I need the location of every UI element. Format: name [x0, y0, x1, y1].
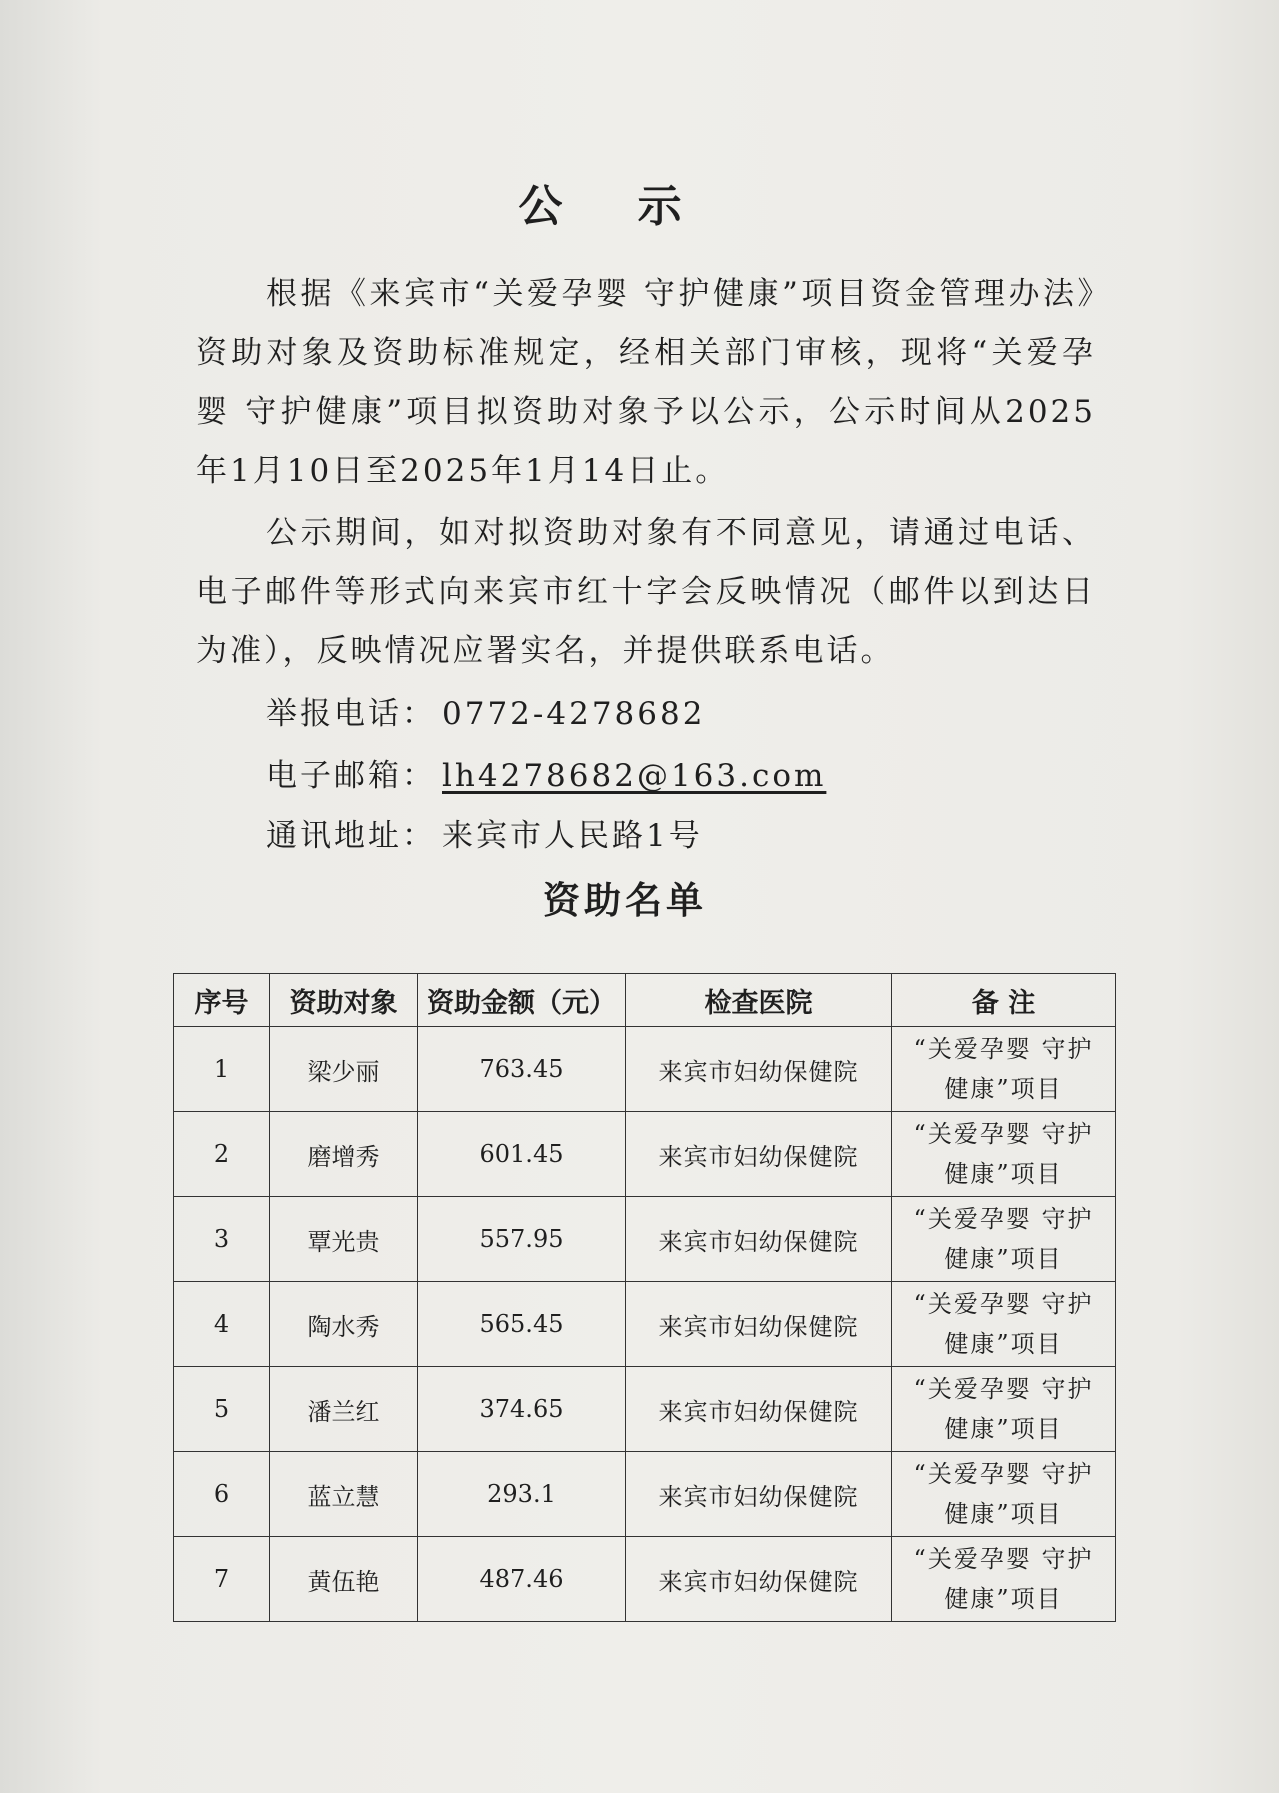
cell-hospital: 来宾市妇幼保健院: [626, 1537, 892, 1622]
cell-note: [892, 1197, 1116, 1282]
cell-no: 7: [174, 1537, 270, 1622]
cell-no: 2: [174, 1112, 270, 1197]
cell-note: [892, 1027, 1116, 1112]
table-row: [174, 1367, 1116, 1452]
header-note: 备 注: [892, 974, 1116, 1027]
cell-amount: 557.95: [418, 1197, 626, 1282]
table-row: [174, 1537, 1116, 1622]
note-text: “关爱孕婴 守护健康”项目: [913, 1545, 1094, 1613]
cell-no: 1: [174, 1027, 270, 1112]
table-row: [174, 1112, 1116, 1197]
cell-hospital: 来宾市妇幼保健院: [626, 1197, 892, 1282]
cell-name: 潘兰红: [270, 1367, 418, 1452]
table-header-row: [174, 974, 1116, 1027]
note-text: “关爱孕婴 守护健康”项目: [913, 1205, 1094, 1273]
note-text: “关爱孕婴 守护健康”项目: [913, 1375, 1094, 1443]
table-row: [174, 1452, 1116, 1537]
note-text: “关爱孕婴 守护健康”项目: [913, 1035, 1094, 1103]
cell-name: 蓝立慧: [270, 1452, 418, 1537]
notice-paragraph-2: 公示期间，如对拟资助对象有不同意见，请通过电话、电子邮件等形式向来宾市红十字会反映情况（邮件以到达日为准），反映情况应署实名，并提供联系电话。: [196, 515, 1096, 669]
phone-value: 0772-4278682: [442, 696, 706, 732]
email-value: lh4278682@163.com: [442, 758, 827, 794]
cell-note: [892, 1282, 1116, 1367]
email-label: 电子邮箱：: [266, 758, 436, 794]
note-text: “关爱孕婴 守护健康”项目: [913, 1290, 1094, 1358]
cell-note: [892, 1367, 1116, 1452]
cell-hospital: 来宾市妇幼保健院: [626, 1282, 892, 1367]
cell-amount: 293.1: [418, 1452, 626, 1537]
note-text: “关爱孕婴 守护健康”项目: [913, 1120, 1094, 1188]
cell-hospital: 来宾市妇幼保健院: [626, 1367, 892, 1452]
cell-amount: 565.45: [418, 1282, 626, 1367]
cell-amount: 487.46: [418, 1537, 626, 1622]
cell-amount: 763.45: [418, 1027, 626, 1112]
cell-note: [892, 1537, 1116, 1622]
table-row: [174, 1197, 1116, 1282]
cell-hospital: 来宾市妇幼保健院: [626, 1027, 892, 1112]
cell-name: 磨增秀: [270, 1112, 418, 1197]
cell-no: 3: [174, 1197, 270, 1282]
notice-paragraph-1: 根据《来宾市“关爱孕婴 守护健康”项目资金管理办法》资助对象及资助标准规定，经相关部门审核，现将“关爱孕婴 守护健康”项目拟资助对象予以公示，公示时间从2025年1月10日至2025年1月14日止。: [196, 276, 1096, 489]
cell-note: [892, 1112, 1116, 1197]
table-row: [174, 1027, 1116, 1112]
cell-name: 陶水秀: [270, 1282, 418, 1367]
cell-name: 梁少丽: [270, 1027, 418, 1112]
cell-name: 覃光贵: [270, 1197, 418, 1282]
cell-hospital: 来宾市妇幼保健院: [626, 1452, 892, 1537]
contact-email: [266, 756, 826, 796]
phone-label: 举报电话：: [266, 696, 436, 732]
header-no: 序号: [174, 974, 270, 1027]
address-value: 来宾市人民路1号: [442, 818, 703, 854]
cell-amount: 374.65: [418, 1367, 626, 1452]
page-title: 公 示: [518, 181, 712, 232]
grant-table: [173, 973, 1116, 1622]
cell-note: [892, 1452, 1116, 1537]
note-text: “关爱孕婴 守护健康”项目: [913, 1460, 1094, 1528]
cell-hospital: 来宾市妇幼保健院: [626, 1112, 892, 1197]
header-hospital: 检查医院: [626, 974, 892, 1027]
cell-no: 5: [174, 1367, 270, 1452]
header-name: 资助对象: [270, 974, 418, 1027]
address-label: 通讯地址：: [266, 818, 436, 854]
table-row: [174, 1282, 1116, 1367]
cell-amount: 601.45: [418, 1112, 626, 1197]
cell-name: 黄伍艳: [270, 1537, 418, 1622]
cell-no: 4: [174, 1282, 270, 1367]
grant-list-title: 资助名单: [543, 878, 707, 922]
header-amount: 资助金额（元）: [418, 974, 626, 1027]
cell-no: 6: [174, 1452, 270, 1537]
contact-address: [266, 816, 703, 856]
contact-phone: [266, 694, 705, 734]
